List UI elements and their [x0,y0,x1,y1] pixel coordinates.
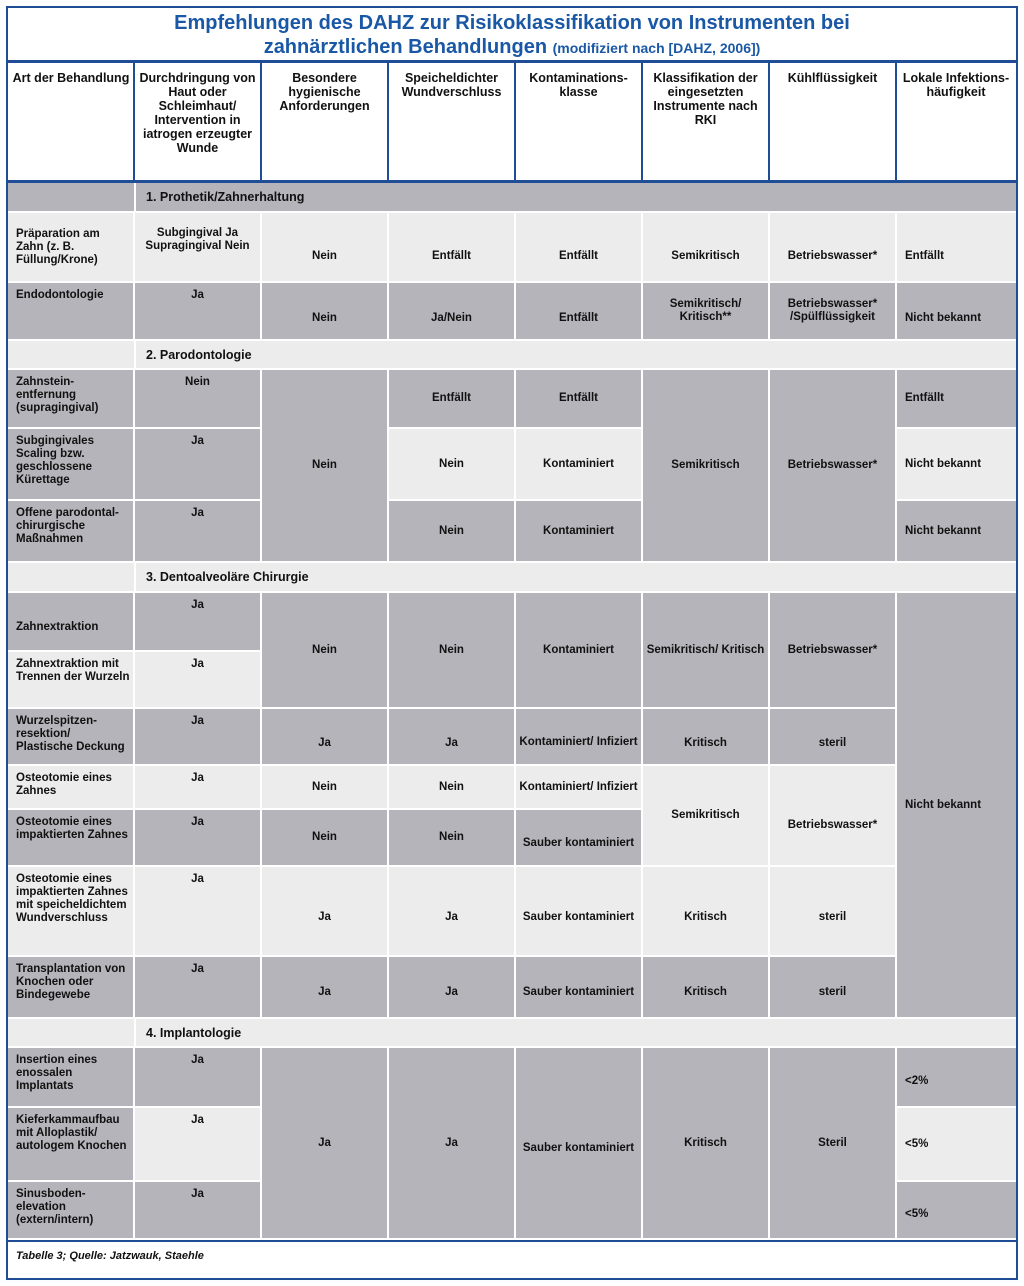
row-3-wund: Entfällt [389,370,514,427]
section-spacer [8,1019,134,1046]
row-7-durchdringung: Ja [135,652,260,707]
section-3-infektion: Nicht bekannt [897,593,1016,1017]
title-line-1: Empfehlungen des DAHZ zur Risikoklassifikation von Instrumenten bei [174,12,850,34]
rows-6-7-kontam: Kontaminiert [516,593,641,707]
row-12-klass: Kritisch [643,957,768,1017]
section-2-hygiene: Nein [262,370,387,561]
row-2-infektion: Nicht bekannt [897,283,1016,339]
row-1-durchdringung: Subgingival Ja Supragingival Nein [135,213,260,281]
row-8-kontam: Kontaminiert/ Infiziert [516,709,641,764]
section-spacer [8,341,134,368]
header-divider [260,63,262,180]
header-hygiene: Besondere hygienische Anforderungen [279,71,370,113]
row-2-kuehl: Betriebswasser* /Spülflüssigkeit [770,283,895,339]
row-4-kontam: Kontaminiert [516,429,641,499]
row-11-wund: Ja [389,867,514,955]
row-1-kontam: Entfällt [516,213,641,281]
row-14-art: Kieferkammaufbau mit Alloplastik/ autologem Knochen [8,1108,133,1180]
header-divider [133,63,135,180]
row-3-durchdringung: Nein [135,370,260,427]
header-divider [895,63,897,180]
row-12-kontam: Sauber kontaminiert [516,957,641,1017]
section-4-title: 4. Implantologie [136,1019,1016,1046]
header-divider [641,63,643,180]
row-10-art: Osteotomie eines impaktierten Zahnes [8,810,133,865]
section-spacer [8,183,134,211]
rows-6-7-kuehl: Betriebswasser* [770,593,895,707]
section-2-kuehl: Betriebswasser* [770,370,895,561]
row-11-durchdringung: Ja [135,867,260,955]
row-2-wund: Ja/Nein [389,283,514,339]
rows-6-7-hygiene: Nein [262,593,387,707]
section-4-kontam: Sauber kontaminiert [516,1048,641,1238]
row-8-hygiene: Ja [262,709,387,764]
row-15-infektion: <5% [897,1182,1016,1238]
section-2-title: 2. Parodontologie [136,341,1016,368]
header-durchdringung: Durchdringung von Haut oder Schleimhaut/ Intervention in iatrogen erzeugter Wunde [139,71,256,155]
row-8-wund: Ja [389,709,514,764]
row-12-wund: Ja [389,957,514,1017]
row-11-klass: Kritisch [643,867,768,955]
header-divider [514,63,516,180]
header-klassifikation: Klassifikation der eingesetzten Instrumente nach RKI [653,71,758,127]
row-5-wund: Nein [389,501,514,561]
row-2-art: Endodontologie [8,283,133,339]
row-1-hygiene: Nein [262,213,387,281]
row-9-art: Osteotomie eines Zahnes [8,766,133,808]
row-9-kontam: Kontaminiert/ Infiziert [516,766,641,808]
row-2-kontam: Entfällt [516,283,641,339]
row-13-art: Insertion eines enossalen Implantats [8,1048,133,1106]
row-9-durchdringung: Ja [135,766,260,808]
rows-6-7-klass: Semikritisch/ Kritisch [643,593,768,707]
row-5-kontam: Kontaminiert [516,501,641,561]
rows-6-7-wund: Nein [389,593,514,707]
row-11-kuehl: steril [770,867,895,955]
row-1-art: Präparation am Zahn (z. B. Füllung/Krone) [8,213,133,281]
section-3-title: 3. Dentoalveoläre Chirurgie [136,563,1016,591]
row-5-durchdringung: Ja [135,501,260,561]
row-11-hygiene: Ja [262,867,387,955]
row-6-durchdringung: Ja [135,593,260,650]
row-2-hygiene: Nein [262,283,387,339]
section-spacer [8,563,134,591]
row-4-durchdringung: Ja [135,429,260,499]
row-2-durchdringung: Ja [135,283,260,339]
header-art: Art der Behandlung [12,71,130,85]
header-infektion: Lokale Infektions-häufigkeit [902,71,1010,99]
section-2-klass: Semikritisch [643,370,768,561]
title-line-2 [8,35,1016,60]
row-5-infektion: Nicht bekannt [897,501,1016,561]
row-13-infektion: <2% [897,1048,1016,1106]
row-12-durchdringung: Ja [135,957,260,1017]
table-title [8,8,1016,60]
row-14-durchdringung: Ja [135,1108,260,1180]
table-bottom-rule [6,1240,1018,1242]
rows-9-10-kuehl: Betriebswasser* [770,766,895,865]
row-1-klass: Semikritisch [643,213,768,281]
row-13-durchdringung: Ja [135,1048,260,1106]
title-source: (modifiziert nach [DAHZ, 2006]) [552,40,761,56]
row-11-art: Osteotomie eines impaktierten Zahnes mit speicheldichtem Wundverschluss [8,867,133,955]
row-8-kuehl: steril [770,709,895,764]
row-3-art: Zahnstein-entfernung (supragingival) [8,370,133,427]
section-4-kuehl: Steril [770,1048,895,1238]
row-7-art: Zahnextraktion mit Trennen der Wurzeln [8,652,133,707]
row-4-wund: Nein [389,429,514,499]
row-9-wund: Nein [389,766,514,808]
row-12-kuehl: steril [770,957,895,1017]
section-4-wund: Ja [389,1048,514,1238]
row-14-infektion: <5% [897,1108,1016,1180]
row-15-art: Sinusboden-elevation (extern/intern) [8,1182,133,1238]
row-1-kuehl: Betriebswasser* [770,213,895,281]
row-15-durchdringung: Ja [135,1182,260,1238]
row-8-art: Wurzelspitzen-resektion/ Plastische Deckung [8,709,133,764]
rows-9-10-klass: Semikritisch [643,766,768,865]
section-4-klass: Kritisch [643,1048,768,1238]
section-1-title: 1. Prothetik/Zahnerhaltung [136,183,1016,211]
row-6-art: Zahnextraktion [8,593,133,650]
header-kuehlfluessigkeit: Kühlflüssigkeit [787,71,878,85]
header-kontamination: Kontaminations-klasse [529,71,628,99]
row-10-durchdringung: Ja [135,810,260,865]
row-8-durchdringung: Ja [135,709,260,764]
row-10-kontam: Sauber kontaminiert [516,810,641,865]
row-11-kontam: Sauber kontaminiert [516,867,641,955]
table-caption: Tabelle 3; Quelle: Jatzwauk, Staehle [16,1250,204,1262]
header-divider [768,63,770,180]
row-2-klass: Semikritisch/ Kritisch** [643,283,768,339]
row-12-hygiene: Ja [262,957,387,1017]
row-3-infektion: Entfällt [897,370,1016,427]
title-main: zahnärztlichen Behandlungen [263,36,548,58]
header-divider [387,63,389,180]
section-4-hygiene: Ja [262,1048,387,1238]
row-4-infektion: Nicht bekannt [897,429,1016,499]
row-12-art: Transplantation von Knochen oder Bindegewebe [8,957,133,1017]
row-10-wund: Nein [389,810,514,865]
row-3-kontam: Entfällt [516,370,641,427]
row-1-wund: Entfällt [389,213,514,281]
row-5-art: Offene parodontal-chirurgische Maßnahmen [8,501,133,561]
header-wundverschluss: Speicheldichter Wundverschluss [401,71,502,99]
row-9-hygiene: Nein [262,766,387,808]
row-8-klass: Kritisch [643,709,768,764]
row-4-art: Subgingivales Scaling bzw. geschlossene Kürettage [8,429,133,499]
row-1-infektion: Entfällt [897,213,1016,281]
row-10-hygiene: Nein [262,810,387,865]
